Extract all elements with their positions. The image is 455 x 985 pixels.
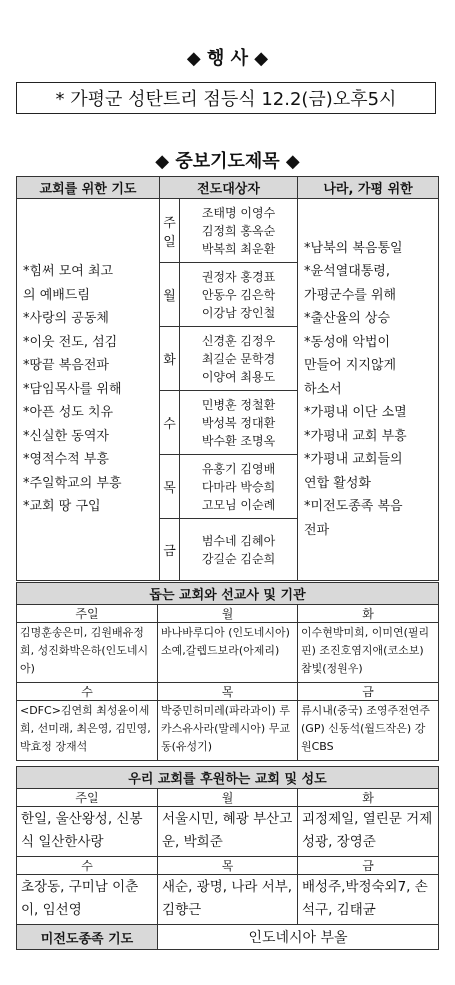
name-line: 김정희 홍옥순 <box>201 223 276 238</box>
evangelism-names <box>180 199 298 263</box>
name-line: 박복희 최운환 <box>201 241 276 256</box>
list-item: *동성애 악법이 <box>304 334 390 350</box>
church-prayer-list <box>17 199 160 581</box>
name-line: 고모님 이순례 <box>201 497 276 512</box>
missions-cell: 바나바루디아 (인도네시아) 소예,갈렙드보라(아제리) <box>158 623 298 683</box>
support-cell: 배성주,박정숙외7, 손석구, 김태균 <box>298 875 439 925</box>
name-line: 권정자 홍경표 <box>201 269 276 284</box>
list-item: *담임목사를 위해 <box>23 381 122 397</box>
evangelism-names <box>180 455 298 519</box>
day-header: 금 <box>298 857 439 875</box>
name-line: 유홍기 김영배 <box>201 461 276 476</box>
list-item: 만들어 지지않게 <box>304 358 397 374</box>
list-item: *아픈 성도 치유 <box>23 405 114 421</box>
event-text: * 가평군 성탄트리 점등식 12.2(금)오후5시 <box>55 89 397 110</box>
evangelism-names <box>180 519 298 581</box>
missions-cell: <DFC>김연희 최성윤이세희, 선미래, 최은영, 김민영, 박효정 장재석 <box>17 701 158 761</box>
event-box <box>16 82 436 114</box>
support-cell: 초장동, 구미남 이춘이, 임선영 <box>17 875 158 925</box>
name-line: 안동우 김은학 <box>201 287 276 302</box>
list-item: *가평내 교회 부흥 <box>304 428 407 444</box>
list-item: *출산율의 상승 <box>304 311 390 327</box>
name-line: 이강남 장인철 <box>201 305 276 320</box>
prayer-table <box>16 176 439 581</box>
name-line: 박성복 정대환 <box>201 415 276 430</box>
list-item: *미전도종족 복음 <box>304 499 403 515</box>
list-item: *교회 땅 구입 <box>23 499 101 515</box>
list-item: *사랑의 공동체 <box>23 311 109 327</box>
day-header: 월 <box>158 605 298 623</box>
day-header: 수 <box>17 683 158 701</box>
list-item: *주일학교의 부흥 <box>23 475 122 491</box>
day-label: 금 <box>160 519 180 581</box>
day-header: 월 <box>158 789 298 807</box>
col-header-church: 교회를 위한 기도 <box>17 177 160 199</box>
list-item: 하소서 <box>304 381 342 397</box>
col-header-nation: 나라, 가평 위한 <box>298 177 439 199</box>
day-header: 목 <box>158 683 298 701</box>
name-line: 범수네 김혜아 <box>201 533 276 548</box>
prayer-heading: ◆ 중보기도제목 ◆ <box>155 151 300 172</box>
name-line: 신경훈 김정우 <box>201 333 276 348</box>
name-line: 박수환 조명옥 <box>201 433 276 448</box>
day-header: 주일 <box>17 789 158 807</box>
list-item: *힘써 모여 최고 <box>23 264 114 280</box>
list-item: *가평내 교회들의 <box>304 452 403 468</box>
unreached-value: 인도네시아 부올 <box>158 925 439 950</box>
day-header: 금 <box>298 683 439 701</box>
list-item: *이웃 전도, 섬김 <box>23 334 118 350</box>
missions-cell: 박중민허미레(파라과이) 루카스유사라(말레시아) 무교동(유성기) <box>158 701 298 761</box>
missions-table <box>16 582 439 761</box>
evangelism-names <box>180 263 298 327</box>
day-label: 목 <box>160 455 180 519</box>
list-item: *남북의 복음통일 <box>304 240 403 256</box>
list-item: *땅끝 복음전파 <box>23 358 109 374</box>
day-header: 화 <box>298 789 439 807</box>
name-line: 이양여 최용도 <box>201 369 276 384</box>
name-line: 조태명 이영수 <box>201 205 276 220</box>
support-cell: 한일, 울산왕성, 신봉식 일산한사랑 <box>17 807 158 857</box>
missions-cell: 이수현박미희, 이미연(필리핀) 조진호염지애(코소보) 참빛(정원우) <box>298 623 439 683</box>
support-cell: 괴정제일, 열린문 거제성광, 장영준 <box>298 807 439 857</box>
name-line: 민병훈 정철환 <box>201 397 276 412</box>
list-item: 의 예배드림 <box>23 287 90 303</box>
day-label: 월 <box>160 263 180 327</box>
name-line: 강길순 김순희 <box>201 551 276 566</box>
day-header: 화 <box>298 605 439 623</box>
missions-cell: 류시내(중국) 조영주전연주(GP) 신동석(월드작은) 강원CBS <box>298 701 439 761</box>
nation-prayer-list <box>298 199 439 581</box>
list-item: 가평군수를 위해 <box>304 287 397 303</box>
list-item: *가평내 이단 소멸 <box>304 405 407 421</box>
col-header-evangelism: 전도대상자 <box>160 177 298 199</box>
list-item: *윤석열대통령, <box>304 264 390 280</box>
support-cell: 서울시민, 혜광 부산고운, 박희준 <box>158 807 298 857</box>
day-label: 주 일 <box>160 199 180 263</box>
support-cell: 새순, 광명, 나라 서부, 김향근 <box>158 875 298 925</box>
name-line: 다마라 박승희 <box>201 479 276 494</box>
day-header: 수 <box>17 857 158 875</box>
list-item: *영적수적 부흥 <box>23 452 109 468</box>
support-heading: 우리 교회를 후원하는 교회 및 성도 <box>17 767 439 789</box>
support-table <box>16 766 439 950</box>
day-label: 수 <box>160 391 180 455</box>
evangelism-names <box>180 327 298 391</box>
list-item: 연합 활성화 <box>304 475 371 491</box>
day-header: 주일 <box>17 605 158 623</box>
missions-heading: 돕는 교회와 선교사 및 기관 <box>17 583 439 605</box>
list-item: 전파 <box>304 522 330 538</box>
list-item: *신실한 동역자 <box>23 428 109 444</box>
event-heading: ◆ 행 사 ◆ <box>186 48 269 69</box>
day-header: 목 <box>158 857 298 875</box>
name-line: 최길순 문학경 <box>201 351 276 366</box>
day-label: 화 <box>160 327 180 391</box>
missions-cell: 김명훈송은미, 김원배유정희, 성진화박은하(인도네시아) <box>17 623 158 683</box>
evangelism-names <box>180 391 298 455</box>
unreached-label: 미전도종족 기도 <box>17 925 158 950</box>
